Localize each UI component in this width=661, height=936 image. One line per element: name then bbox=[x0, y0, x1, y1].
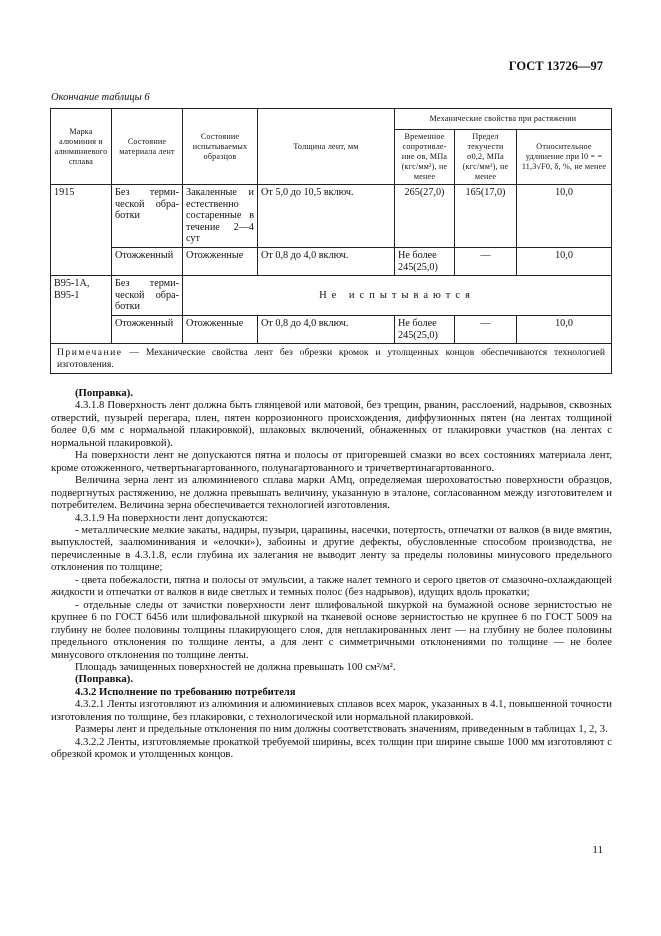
table-row bbox=[51, 185, 612, 248]
cell-yield: 165(17,0) bbox=[455, 185, 517, 248]
table-note bbox=[51, 344, 612, 374]
note-label: Примечание bbox=[57, 347, 123, 359]
section-heading-4-3-2: 4.3.2 Исполнение по требованию потребителя bbox=[75, 685, 296, 698]
paragraph-4-3-1-8: 4.3.1.8 Поверхность лент должна быть глянцевой или матовой, без трещин, рванин, расслоений, надрывов, сквозных отверстий, пузырей перегара, плен, пятен коррозионного происхождения, диффузионных пятен (на лентах толщиной более 0,6 мм с нормальной плакировкой), шлаковых включений, обнаженных от плакировки участков (на лентах с нормальной плакировкой). bbox=[51, 399, 612, 449]
cell-material-state: Отожженный bbox=[112, 315, 183, 343]
header-mechanical-properties: Механические свойства при растяжении bbox=[395, 109, 612, 130]
table-row bbox=[51, 276, 612, 316]
cell-grade: В95-1А, В95-1 bbox=[51, 276, 112, 344]
cell-sample-state: Отожженные bbox=[183, 315, 258, 343]
list-item: - металлические мелкие закаты, надиры, пузыри, царапины, насечки, потертость, отпечатки от валков (в виде вмятин, выпуклостей, заалюминивания и «елочки»), забоины и другие дефекты, обусловленные способом производства, не перечисленные в 4.3.1.8, если глубина их залегания не выводит ленту за пределы половины минусового предельного отклонения по толщине; bbox=[51, 523, 612, 574]
header-yield-strength: Предел текучести σ0,2, МПа (кгс/мм²), не менее bbox=[455, 130, 517, 185]
cell-sample-state: Отожженные bbox=[183, 247, 258, 275]
cell-elongation: 10,0 bbox=[517, 315, 612, 343]
cell-material-state: Без термической обработки bbox=[112, 276, 183, 316]
paragraph-4-3-2-1: 4.3.2.1 Ленты изготовляют из алюминия и алюминиевых сплавов всех марок, указанных в 4.1, повышенной точности изготовления по толщине, без плакировки, с технологической или нормальной плакировкой. bbox=[51, 698, 612, 723]
header-material-state: Состояние материала лент bbox=[112, 109, 183, 185]
paragraph-cleaned-area: Площадь зачищенных поверхностей не должна превышать 100 см²/м². bbox=[75, 660, 396, 673]
paragraph-4-3-2-2: 4.3.2.2 Ленты, изготовляемые прокаткой требуемой ширины, всех толщин при ширине свыше 1000 мм изготовляют с обрезкой кромок и утолщенных концов. bbox=[51, 735, 612, 761]
amendment-note: (Поправка). bbox=[75, 387, 134, 399]
list-item: - цвета побежалости, пятна и полосы от эмульсии, а также налет темного и серого цветов от смазочно-охлаждающей жидкости и отпечатки от валков в виде светлых и темных полос (без надрывов), идущих вдоль прокатки; bbox=[51, 573, 612, 599]
mechanical-properties-table bbox=[50, 108, 612, 374]
cell-thickness: От 0,8 до 4,0 включ. bbox=[258, 315, 395, 343]
table-caption: Окончание таблицы 6 bbox=[51, 92, 150, 103]
cell-material-state: Отожженный bbox=[112, 247, 183, 275]
cell-elongation: 10,0 bbox=[517, 247, 612, 275]
cell-yield: — bbox=[455, 315, 517, 343]
document-body bbox=[51, 387, 612, 761]
paragraph-sizes: Размеры лент и предельные отклонения по ним должны соответствовать значениям, приведенным в таблицах 1, 2, 3. bbox=[75, 723, 608, 736]
table-header-row bbox=[51, 109, 612, 130]
cell-thickness: От 0,8 до 4,0 включ. bbox=[258, 247, 395, 275]
page-number: 11 bbox=[592, 844, 603, 856]
cell-thickness: От 5,0 до 10,5 включ. bbox=[258, 185, 395, 248]
amendment-note: (Поправка). bbox=[75, 673, 134, 686]
paragraph-grain-size: Величина зерна лент из алюминиевого сплава марки АМц, определяемая шероховатостью поверхности образцов, подвергнутых растяжению, не должна превышать величину, указанную в эталоне, согласованном между изготовителем и потребителем. Величина зерна обеспечивается технологией изготовления. bbox=[51, 474, 612, 512]
list-item: - отдельные следы от зачистки поверхности лент шлифовальной шкуркой на бумажной основе зернистостью не крупнее 6 по ГОСТ 6456 или шлифовальной шкуркой на тканевой основе зернистостью не крупнее 6 по ГОСТ 5009 на глубину не более половины толщины плакирующего слоя, для неплакированных лент — на глубину не более половины предельного отклонения по толщине ленты, а для лент с симметричными отклонениями по толщине — не более минусового отклонения по толщине ленты. bbox=[51, 598, 612, 661]
cell-elongation: 10,0 bbox=[517, 185, 612, 248]
cell-tensile: 265(27,0) bbox=[395, 185, 455, 248]
cell-grade: 1915 bbox=[51, 185, 112, 276]
paragraph-stains: На поверхности лент не допускаются пятна и полосы от пригоревшей смазки во всех состояниях материала лент, кроме отожженного, четвертьнагартованного, полунагартованного и тричетвертинагартованного. bbox=[51, 449, 612, 474]
cell-sample-state: Закаленные и естественно состаренные в течение 2—4 сут bbox=[183, 185, 258, 248]
header-tensile-strength: Временное сопротивление σв, МПа (кгс/мм²), не менее bbox=[395, 130, 455, 185]
table-note-row bbox=[51, 344, 612, 374]
header-thickness: Толщина лент, мм bbox=[258, 109, 395, 185]
cell-material-state: Без термической обработки bbox=[112, 185, 183, 248]
header-elongation: Относительное удлинение при l0 = = 11,3√F0, δ, %, не менее bbox=[517, 130, 612, 185]
cell-not-tested: Не испытываются bbox=[183, 276, 612, 316]
cell-yield: — bbox=[455, 247, 517, 275]
cell-tensile: Не более 245(25,0) bbox=[395, 315, 455, 343]
cell-tensile: Не более 245(25,0) bbox=[395, 247, 455, 275]
note-text: — Механические свойства лент без обрезки кромок и утолщенных концов обеспечиваются технологией изготовления. bbox=[57, 347, 605, 370]
table-row bbox=[51, 247, 612, 275]
header-sample-state: Состояние испытываемых образцов bbox=[183, 109, 258, 185]
table-row bbox=[51, 315, 612, 343]
standard-designation: ГОСТ 13726—97 bbox=[508, 59, 603, 73]
header-grade: Марка алюминия и алюминиевого сплава bbox=[51, 109, 112, 185]
paragraph-4-3-1-9: 4.3.1.9 На поверхности лент допускаются: bbox=[75, 511, 268, 524]
